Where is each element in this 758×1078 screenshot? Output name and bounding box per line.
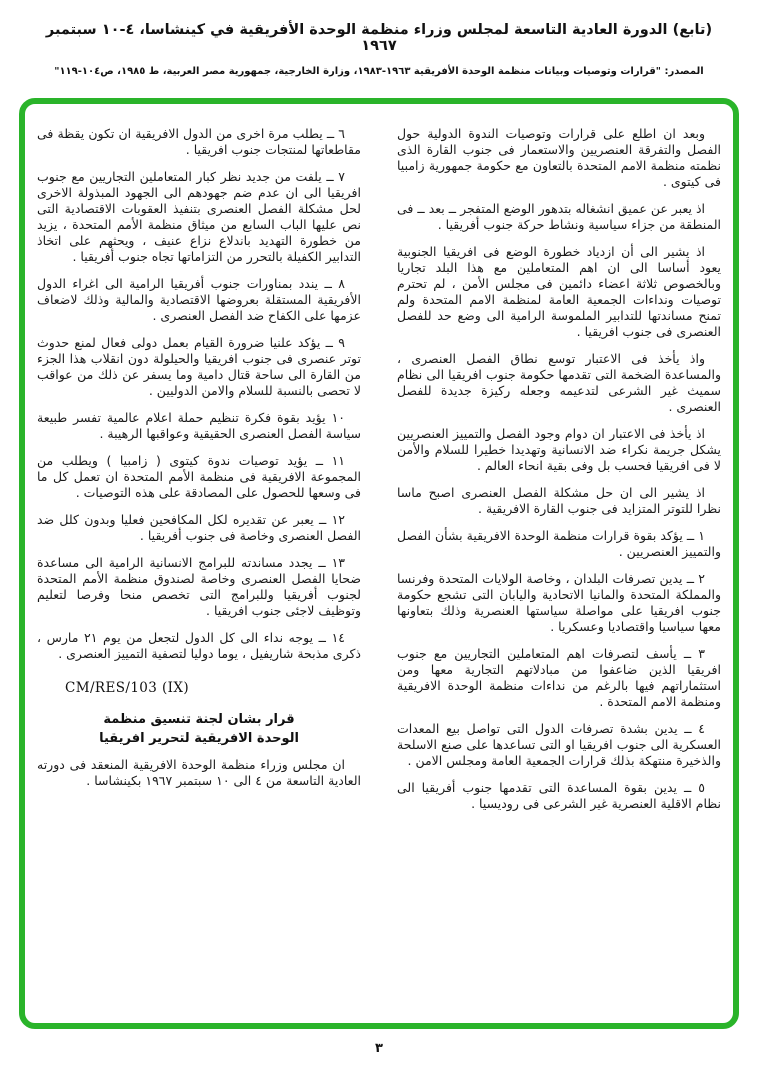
operative-clause-7: ٧ ــ يلفت من جديد نظر كبار المتعاملين التجاريين مع جنوب افريقيا الى ان عدم ضم جهودهم الى الجهود المبذولة الاخرى لحل مشكلة الفصل العنصرى بتنفيذ العقوبات الاقتصادية التى نص عليها الباب السابع من ميثاق منظمة الأمم المتحدة ، يزيد من خطورة التهديد باندلاع نزاع عنيف ، ويحثهم على اتخاذ التدابير الكفيلة بالتحرر من التزاماتها تجاه جنوب أفريقيا . [37, 169, 361, 264]
operative-clause-11: ١١ ــ يؤيد توصيات ندوة كيتوى ( زامبيا ) ويطلب من المجموعة الافريقية فى منظمة الأمم المتحدة ان تعمل كل ما فى وسعها للحصول على المصادقة على هذه التوصيات . [37, 453, 361, 500]
page-header [0, 22, 758, 77]
resolution-title-line1: قرار بشان لجنة تنسيق منظمة [103, 712, 295, 727]
operative-clause-12: ١٢ ــ يعبر عن تقديره لكل المكافحين فعليا وبدون كلل ضد الفصل العنصرى وخاصة فى جنوب أفريقيا . [37, 512, 361, 543]
operative-clause-2: ٢ ــ يدين تصرفات البلدان ، وخاصة الولايات المتحدة وفرنسا والمملكة المتحدة والمانيا الاتحادية واليابان التى تشجع حكومة جنوب افريقيا على مواصلة سياستها العنصرية وذلك بتعاونها معها سياسيا واقتصاديا وعسكريا . [397, 571, 721, 634]
operative-clause-9: ٩ ــ يؤكد علنيا ضرورة القيام بعمل دولى فعال لمنع حدوث توتر عنصرى فى جنوب افريقيا والحيلولة دون انقلاب هذا الجزء من القارة الى ساحة قتال دامية وما يسفر عن ذلك من عواقب لا تحصى بالنسبة للسلام والامن الدوليين . [37, 335, 361, 398]
operative-clause-1: ١ ــ يؤكد بقوة قرارات منظمة الوحدة الافريقية بشأن الفصل والتمييز العنصريين . [397, 528, 721, 559]
operative-clause-6: ٦ ــ يطلب مرة اخرى من الدول الافريقية ان تكون يقظة فى مقاطعاتها لمنتجات جنوب افريقيا . [37, 126, 361, 157]
resolution-opening-paragraph: ان مجلس وزراء منظمة الوحدة الافريقية المنعقد فى دورته العادية التاسعة من ٤ الى ١٠ سبتمبر ١٩٦٧ بكينشاسا . [37, 757, 361, 788]
session-title: (تابع) الدورة العادية التاسعة لمجلس وزراء منظمة الوحدة الأفريقية في كينشاسا، ٤-١٠ سبتمبر ١٩٦٧ [45, 22, 713, 54]
right-column [397, 126, 721, 812]
operative-clause-13: ١٣ ــ يجدد مساندته للبرامج الانسانية الرامية الى مساعدة ضحايا الفصل العنصرى وخاصة لصندوق منظمة الأمم المتحدة لجنوب أفريقيا وللبرامج التى تخصص منحا وفرصا لتعليم وتوظيف لاجئى جنوب افريقيا . [37, 555, 361, 618]
preamble-paragraph-3: اذ يشير الى أن ازدياد خطورة الوضع فى افريقيا الجنوبية يعود أساسا الى ان اهم المتعاملين مع هذا البلد تجاريا وبالخصوص ثلاثة اعضاء دائمين فى مجلس الأمن ، لم تحترم توصيات ونداءات الجمعية العامة لمنظمة الامم المتحدة ولم تمنح مساندتها للتدابير الملموسة الرامية الى وضع حد للفصل العنصرى فى جنوب افريقيا . [397, 244, 721, 339]
operative-clause-5: ٥ ــ يدين بقوة المساعدة التى تقدمها جنوب أفريقيا الى نظام الاقلية العنصرية غير الشرعى فى روديسيا . [397, 780, 721, 811]
preamble-paragraph-4: واذ يأخذ فى الاعتبار توسع نطاق الفصل العنصرى ، والمساعدة الضخمة التى تقدمها حكومة جنوب افريقيا الى نظام سميث غير الشرعى لتدعيمه وجعله ركيزة جديدة للفصل العنصرى . [397, 351, 721, 414]
resolution-title-line2: الوحدة الافريقية لتحرير افريقيا [99, 731, 299, 746]
preamble-paragraph-1: وبعد ان اطلع على قرارات وتوصيات الندوة الدولية حول الفصل والتفرقة العنصريين والاستعمار فى جنوب القارة الذى نظمته منظمة الامم المتحدة بالتعاون مع حكومة جمهورية زامبيا فى كيتوى . [397, 126, 721, 189]
operative-clause-8: ٨ ــ يندد بمناورات جنوب أفريقيا الرامية الى اغراء الدول الأفريقية المستقلة بعروضها الاقتصادية والمالية وذلك لاضعاف عزمها على الكفاح ضد الفصل العنصرى . [37, 276, 361, 323]
operative-clause-4: ٤ ــ يدين بشدة تصرفات الدول التى تواصل بيع المعدات العسكرية الى جنوب افريقيا او التى تساعدها على صنع الاسلحة والذخيرة منتهكة بذلك قرارات الجمعية العامة ومجلس الامن . [397, 721, 721, 768]
green-document-frame [19, 98, 739, 1029]
operative-clause-14: ١٤ ــ يوجه نداء الى كل الدول لتجعل من يوم ٢١ مارس ، ذكرى مذبحة شاريفيل ، يوما دوليا لتصفية التمييز العنصرى . [37, 630, 361, 661]
left-column [37, 126, 361, 789]
operative-clause-3: ٣ ــ يأسف لتصرفات اهم المتعاملين التجاريين مع جنوب افريقيا الذين ضاعفوا من مبادلاتهم التجارية معها ومن استثماراتهم فيها بالرغم من نداءات منظمة الوحدة الافريقية ومنظمة الامم المتحدة . [397, 646, 721, 709]
preamble-paragraph-5: اذ يأخذ فى الاعتبار ان دوام وجود الفصل والتمييز العنصريين يشكل جريمة نكراء ضد الانسانية وتهديدا خطيرا للسلام والأمن لا فى افريقيا فحسب بل وفى بقية انحاء العالم . [397, 426, 721, 473]
operative-clause-10: ١٠ يؤيد بقوة فكرة تنظيم حملة اعلام عالمية تفسر طبيعة سياسة الفصل العنصرى الحقيقية وعواقبها الرهيبة . [37, 410, 361, 441]
preamble-paragraph-2: اذ يعبر عن عميق انشغاله بتدهور الوضع المتفجر ــ بعد ــ فى المنطقة من جزاء سياسية ونشاط حركة جنوب أفريقيا . [397, 201, 721, 232]
page-number: ٣ [375, 1041, 383, 1056]
resolution-title [37, 710, 361, 748]
resolution-reference: CM/RES/103 (IX) [65, 680, 190, 696]
source-citation: المصدر: "قرارات وتوصيات وبيانات منظمة الوحدة الأفريقية ١٩٦٣-١٩٨٣، وزارة الخارجية، جمهورية مصر العربية، ط ١٩٨٥، ص١٠٤-١١٩" [54, 66, 704, 77]
preamble-paragraph-6: اذ يشير الى ان حل مشكلة الفصل العنصرى اصبح ماسا نظرا للتوتر المتزايد فى جنوب القارة الافريقية . [397, 485, 721, 516]
